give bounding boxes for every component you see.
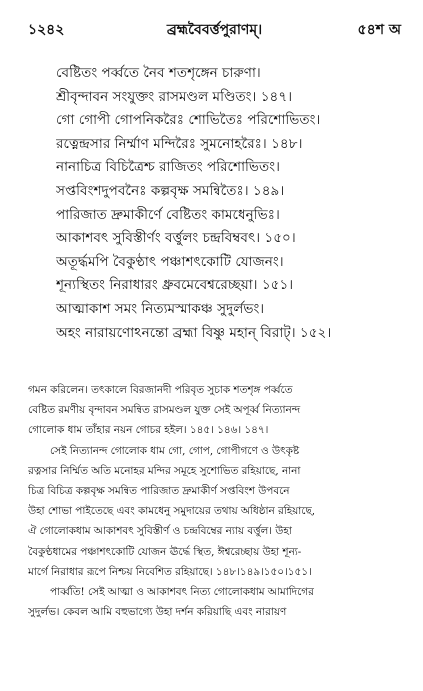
verse-line: রত্নেন্দ্রসার নির্ম্মাণ মন্দিরৈঃ সুমনোহরৈঃ। ১৪৮। <box>56 135 303 152</box>
prose-line: উহা শোভা পাইতেছে এবং কামধেনু সমুদায়ের তথায় অধিষ্ঠান রহিয়াছে, <box>28 505 316 518</box>
verse-line: পারিজাত দ্রুমাকীর্ণে বেষ্টিতং কামধেনুভিঃ। <box>56 206 280 223</box>
verse-line: অহং নারায়ণোঽনন্তো ব্রহ্মা বিষ্ণু মহান্ বিরাট্। ১৫২। <box>56 324 332 341</box>
verse-line: শ্রীবৃন্দাবন সংযুক্তং রাসমণ্ডল মণ্ডিতং। ১৪৭। <box>56 88 293 105</box>
chapter-marker: ৫৪শ অ <box>357 22 401 38</box>
prose-line: সুদুর্লভ। কেবল আমি বহুভাগ্যে উহা দর্শন করিয়াছি এবং নারায়ণ <box>28 606 287 619</box>
page-header <box>28 18 401 40</box>
prose-line: পার্ব্বতি! সেই আত্মা ও আকাশবৎ নিত্য গোলোকধাম আমাদিগের <box>50 585 314 598</box>
verse-line: শূন্যস্থিতং নিরাধারং ধ্রুবমেবেশ্বরেচ্ছয়া। ১৫১। <box>56 277 294 294</box>
bengali-translation <box>28 380 409 622</box>
verse-line: নানাচিত্র বিচিত্রৈশ্চ রাজিতং পরিশোভিতং। <box>56 159 280 176</box>
verse-line: সপ্তবিংশদুপবনৈঃ কল্পবৃক্ষ সমন্বিতৈঃ। ১৪৯। <box>56 182 285 199</box>
book-title: ব্রহ্মবৈবর্ত্তপুরাণম্। <box>166 22 263 38</box>
prose-line: রত্নসার নির্ম্মিত অতি মনোহর মন্দির সমূহে সুশোভিত রহিয়াছে, নানা <box>28 464 301 477</box>
verse-line: আকাশবৎ সুবিস্তীর্ণং বর্ত্তুলং চন্দ্রবিম্ববৎ। ১৫০। <box>56 230 296 247</box>
verse-line: গো গোপী গোপনিকরৈঃ শোভিতৈঃ পরিশোভিতং। <box>56 112 321 129</box>
verse-line: আত্মাকাশ সমং নিত্যমস্মাকঞ্চ সুদুর্লভং। <box>56 300 265 317</box>
prose-line: বেষ্টিত রমণীয় বৃন্দাবন সমন্বিত রাসমণ্ডল যুক্ত সেই অপূর্ব্ব নিত্যানন্দ <box>28 404 301 417</box>
page-number: ১২৪২ <box>28 22 65 38</box>
prose-line: গোলোক ধাম তাঁহার নয়ন গোচর হইল। ১৪৫। ১৪৬। ১৪৭। <box>28 424 269 437</box>
prose-line: সেই নিত্যানন্দ গোলোক ধাম গো, গোপ, গোপীগণে ও উৎকৃষ্ট <box>50 444 300 457</box>
prose-line: গমন করিলেন। তৎকালে বিরজানদী পরিবৃত সুচাক শতশৃঙ্গ পর্ব্বতে <box>28 384 293 396</box>
prose-line: মার্গে নিরাধার রূপে নিশ্চয় নিবেশিত রহিয়াছে। ১৪৮।১৪৯।১৫০।১৫১। <box>28 565 312 578</box>
sanskrit-verses <box>56 62 411 345</box>
prose-line: ঐ গোলোকধাম আকাশবৎ সুবিস্তীর্ণ ও চন্দ্রবিম্বের ন্যায় বর্ত্তুল। উহা <box>28 525 292 538</box>
verse-line: বেষ্টিতং পর্ব্বতে নৈব শতশৃঙ্গেন চারুণা। <box>56 65 261 81</box>
verse-line: অতূর্দ্ধমপি বৈকুণ্ঠাৎ পঞ্চাশৎকোটি যোজনং। <box>56 253 284 270</box>
prose-line: চিত্র বিচিত্র কল্পবৃক্ষ সমন্বিত পারিজাত দ্রুমাকীর্ণ সপ্তবিংশ উপবনে <box>28 484 290 497</box>
prose-line: বৈকুণ্ঠধামের পঞ্চাশৎকোটি যোজন ঊর্দ্ধে স্থিত, ঈশ্বরেচ্ছায় উহা শূন্য- <box>28 545 302 558</box>
